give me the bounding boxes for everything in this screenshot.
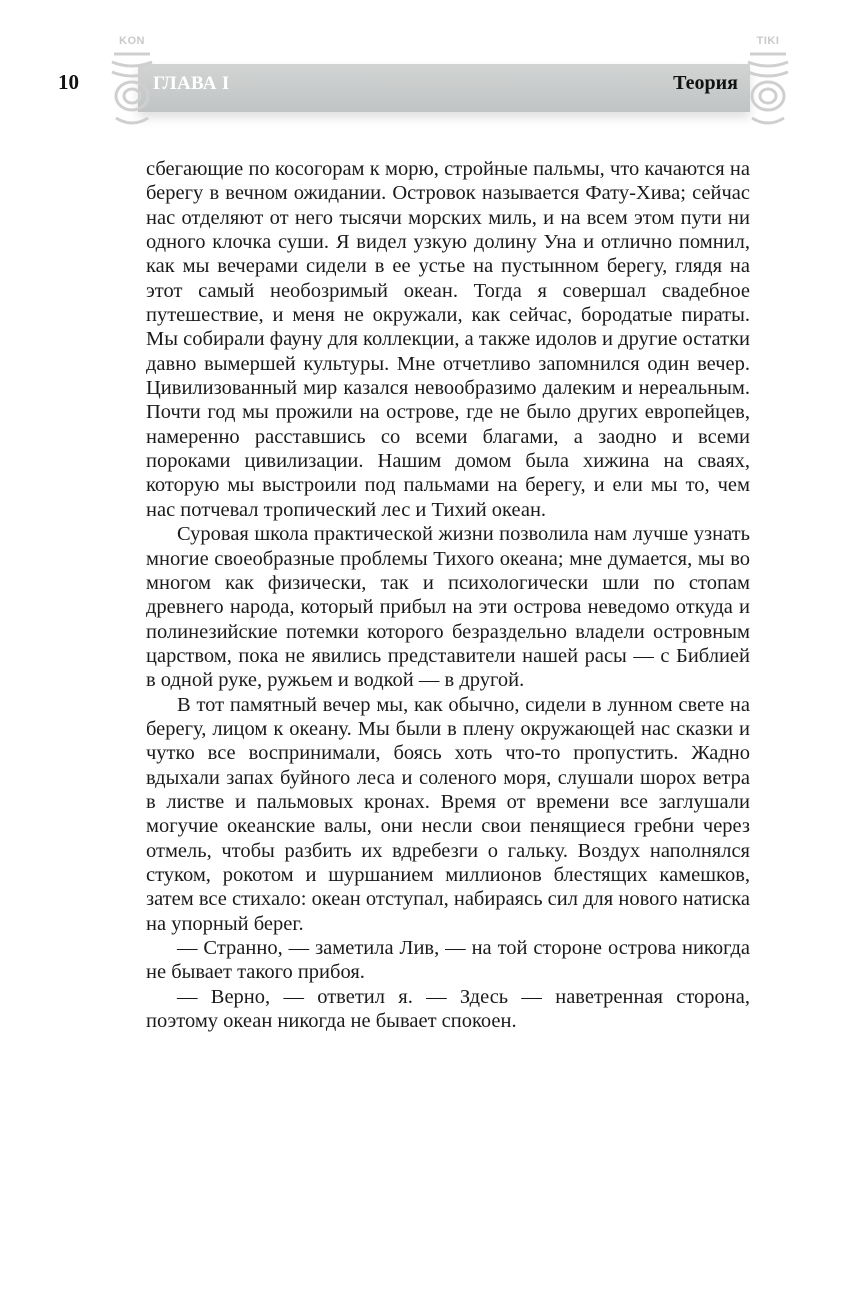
paragraph: сбегающие по косогорам к морю, стройные пальмы, что качаются на берегу в вечном ожидании. Островок называется Фату-Хива; сейчас нас отделяют от него тысячи морских миль, и на всем этом пути ни одного клочка суши. Я видел узкую долину Уна и отлично помнил, как мы вечерами сидели в ее устье на пустынном берегу, глядя на этот самый необозримый океан. Тогда я совершал свадебное путешествие, и меня не окружали, как сейчас, бородатые пираты. Мы собирали фауну для коллекции, а также идолов и другие остатки давно вымершей культуры. Мне отчетливо запомнился один вечер. Цивилизованный мир казался невообразимо далеким и нереальным. Почти год мы прожили на острове, где не было других европейцев, намеренно расставшись со всеми благами, а заодно и всеми пороками цивилизации. Нашим домом была хижина на сваях, которую мы выстроили под пальмами на берегу, и ели мы то, чем нас потчевал тропический лес и Тихий океан.	[146, 158, 750, 521]
running-title: Теория	[673, 72, 738, 94]
paragraph: В тот памятный вечер мы, как обычно, сидели в лунном свете на берегу, лицом к океану. Мы были в плену окружающей нас сказки и чутко все воспринимали, боясь хоть что-то пропустить. Жадно вдыхали запах буйного леса и соленого моря, слушали шорох ветра в листве и пальмовых кронах. Время от времени все заглушали могучие океанские валы, они несли свои пенящиеся гребни через отмель, чтобы разбить их вдребезги о гальку. Воздух наполнялся стуком, рокотом и шуршанием миллионов блестящих камешков, затем все стихало: океан отступал, набираясь сил для нового натиска на упорный берег.	[146, 693, 750, 935]
dialogue-line: — Верно, — ответил я. — Здесь — наветренная сторона, поэтому океан никогда не бывает спокоен.	[146, 985, 750, 1033]
emblem-left-text: KON	[119, 35, 145, 47]
kon-tiki-emblem-right	[744, 36, 792, 132]
emblem-right-text: TIKI	[756, 35, 780, 47]
page-number: 10	[58, 70, 79, 94]
dialogue-line: — Странно, — заметила Лив, — на той стороне острова никогда не бывает такого прибоя.	[146, 937, 750, 984]
tiki-face-icon	[108, 48, 156, 132]
page-body	[146, 157, 750, 1033]
running-header	[0, 0, 844, 140]
tiki-face-icon	[744, 48, 792, 132]
chapter-label: ГЛАВА I	[153, 73, 230, 94]
header-band	[138, 64, 750, 112]
kon-tiki-emblem-left	[108, 36, 156, 132]
paragraph: Суровая школа практической жизни позволила нам лучше узнать многие своеобразные проблемы Тихого океана; мне думается, мы во многом как физически, так и психологически шли по стопам древнего народа, который прибыл на эти острова неведомо откуда и полинезийские потемки которого безраздельно владели островным царством, пока не явились представители нашей расы — с Библией в одной руке, ружьем и водкой — в другой.	[146, 523, 750, 692]
